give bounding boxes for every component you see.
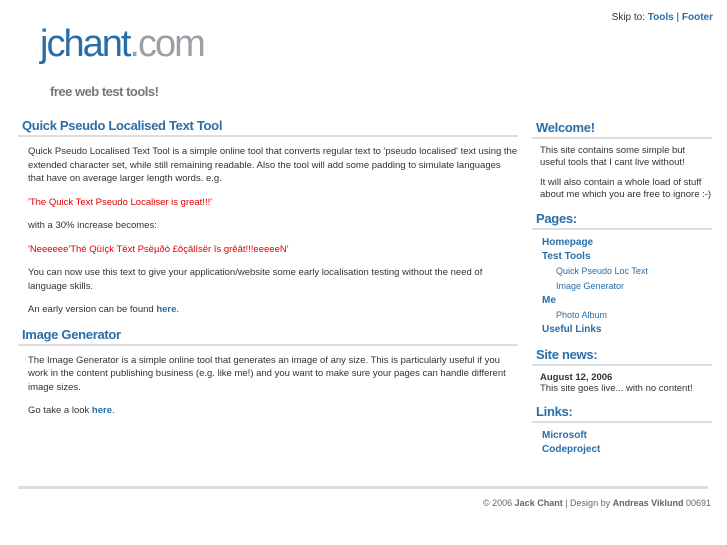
links-title: Links: (532, 402, 712, 423)
section-title-pseudo-loc: Quick Pseudo Localised Text Tool (18, 118, 518, 137)
example-increase-text: with a 30% increase becomes: (28, 220, 157, 231)
image-gen-look-text: Go take a look here. (28, 405, 115, 416)
codeproject-link[interactable]: Codeproject (542, 444, 601, 455)
footer-designer: Andreas Viklund (612, 498, 684, 508)
skip-label: Skip to: (611, 12, 646, 23)
sidebar-item-photo-album (542, 308, 712, 323)
site-news-title: Site news: (532, 345, 712, 366)
news-text: This site goes live... with no content! (540, 383, 693, 394)
sidebar (532, 118, 712, 465)
footer-author: Jack Chant (514, 498, 563, 508)
logo-suffix: .com (129, 23, 204, 65)
example-localised-text: 'Neeeeee'Thé Qüíçk Tëxt Psëµðò £ôçâlîsër îs grêât!!!eeeeeN' (28, 243, 289, 255)
pseudo-loc-intro: Quick Pseudo Localised Text Tool is a simple online tool that converts regular text to 'pseudo localised' text using the extended character set, while still remaining readable. Also the tool will add some padding to simulate languages that have on average larger length words. e.g. (28, 146, 518, 184)
skip-tools-link[interactable]: Tools (647, 12, 674, 23)
footer-separator: | Design by (565, 498, 611, 508)
footer-copyright: © 2006 (483, 498, 513, 508)
skip-to-nav: Skip to: Tools | Footer (611, 12, 713, 23)
news-date: August 12, 2006 (540, 372, 613, 383)
sidebar-item-me (542, 294, 712, 308)
site-logo[interactable] (40, 22, 204, 66)
early-version-text: An early version can be found here. (28, 304, 180, 315)
tagline: free web test tools! (50, 84, 159, 99)
me-link[interactable]: Me (542, 295, 556, 306)
image-gen-link[interactable]: here (91, 405, 112, 416)
test-tools-link[interactable]: Test Tools (542, 251, 591, 262)
welcome-text-1: This site contains some simple but useful tools that I cant live without! (540, 145, 686, 168)
homepage-link[interactable]: Homepage (542, 237, 594, 248)
sidebar-item-image-gen (542, 279, 712, 294)
welcome-title: Welcome! (532, 118, 712, 139)
pseudo-loc-usage: You can now use this text to give your application/website some early localisation testing without the need of language skills. (28, 267, 483, 292)
early-version-link[interactable]: here (156, 304, 177, 315)
pages-list (532, 236, 712, 337)
footer (483, 498, 711, 508)
sidebar-item-pseudo-loc (542, 264, 712, 279)
microsoft-link[interactable]: Microsoft (542, 430, 587, 441)
logo-main: jchant (40, 23, 130, 65)
pages-title: Pages: (532, 209, 712, 230)
welcome-text-2: It will also contain a whole load of stuff about me which you are free to ignore :-) (540, 177, 712, 200)
visit-counter: 00691 (685, 498, 711, 508)
sidebar-item-useful-links (542, 323, 712, 337)
sidebar-item-test-tools (542, 250, 712, 264)
links-list (532, 429, 712, 457)
link-item-microsoft (542, 429, 712, 443)
photo-album-link[interactable]: Photo Album (556, 310, 608, 320)
example-original-text: 'The Quick Text Pseudo Localiser is great!!!' (28, 196, 213, 208)
footer-divider (18, 486, 708, 489)
sidebar-item-homepage (542, 236, 712, 250)
useful-links-link[interactable]: Useful Links (542, 324, 602, 335)
main-content (18, 118, 518, 428)
image-generator-link[interactable]: Image Generator (556, 281, 625, 291)
link-item-codeproject (542, 443, 712, 457)
section-title-image-gen: Image Generator (18, 327, 518, 346)
pseudo-loc-link[interactable]: Quick Pseudo Loc Text (556, 266, 648, 276)
image-gen-intro: The Image Generator is a simple online tool that generates an image of any size. This is particularly useful if you work in the content publishing business (e.g. like me!) and you want to make sure your pages can handle different image sizes. (28, 354, 506, 393)
skip-footer-link[interactable]: Footer (681, 12, 713, 23)
